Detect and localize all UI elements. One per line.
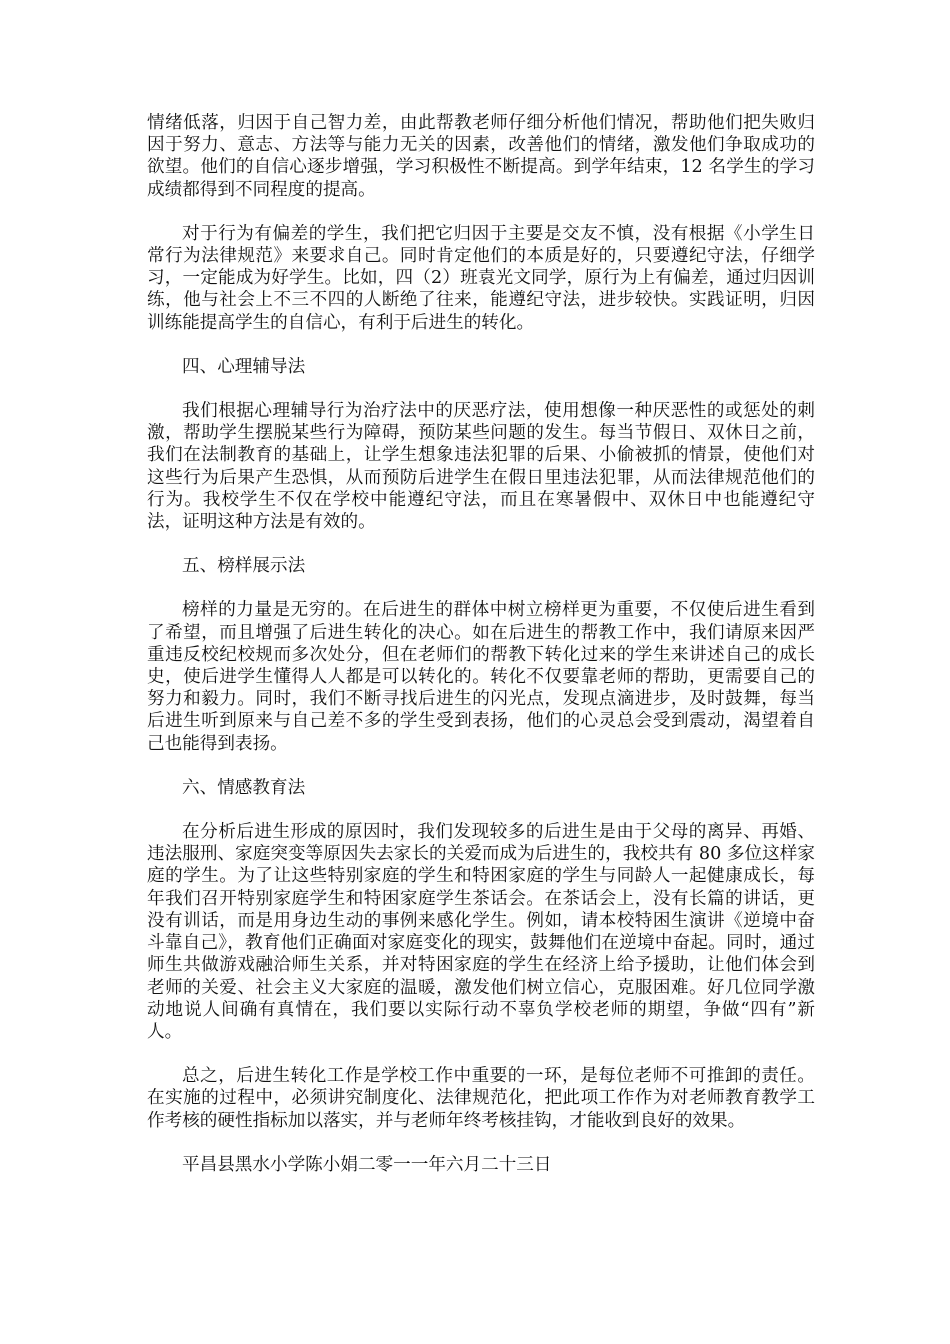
section-heading-6: 六、情感教育法 (182, 777, 306, 798)
paragraph-conclusion: 总之，后进生转化工作是学校工作中重要的一环，是每位老师不可推卸的责任。在实施的过程中，必须讲究制度化、法律规范化，把此项工作作为对老师教育教学工作考核的硬性指标加以落实，并与老师年终考核挂钩，才能收到良好的效果。 (147, 1066, 815, 1131)
document-page (147, 112, 815, 1176)
signature-line: 平昌县黑水小学陈小娟二零一一年六月二十三日 (182, 1154, 552, 1175)
paragraph-role-model: 榜样的力量是无穷的。在后进生的群体中树立榜样更为重要，不仅使后进生看到了希望，而且增强了后进生转化的决心。如在后进生的帮教工作中，我们请原来因严重违反校纪校规而多次处分，但在老师们的帮教下转化过来的学生来讲述自己的成长史，使后进学生懂得人人都是可以转化的。转化不仅要靠老师的帮助，更需要自己的努力和毅力。同时，我们不断寻找后进生的闪光点，发现点滴进步，及时鼓舞，每当后进生听到原来与自己差不多的学生受到表扬，他们的心灵总会受到震动，渴望着自己也能得到表扬。 (147, 600, 815, 754)
paragraph-emotional-education: 在分析后进生形成的原因时，我们发现较多的后进生是由于父母的离异、再婚、违法服刑、家庭突变等原因失去家长的关爱而成为后进生的，我校共有 80 多位这样家庭的学生。为了让这些特别家庭的学生和特困家庭的学生与同龄人一起健康成长，每年我们召开特别家庭学生和特困家庭学生茶话会。在茶话会上，没有长篇的讲话，更没有训话，而是用身边生动的事例来感化学生。例如，请本校特困生演讲《逆境中奋斗靠自己》，教育他们正确面对家庭变化的现实，鼓舞他们在逆境中奋起。同时，通过师生共做游戏融洽师生关系，并对特困家庭的学生在经济上给予援助，让他们体会到老师的关爱、社会主义大家庭的温暖，激发他们树立信心，克服困难。好几位同学激动地说人间确有真情在，我们要以实际行动不辜负学校老师的期望，争做“四有”新人。 (147, 822, 815, 1042)
paragraph-continued: 情绪低落，归因于自己智力差，由此帮教老师仔细分析他们情况，帮助他们把失败归因于努力、意志、方法等与能力无关的因素，改善他们的情绪，激发他们争取成功的欲望。他们的自信心逐步增强，学习积极性不断提高。到学年结束，12 名学生的学习成绩都得到不同程度的提高。 (147, 113, 815, 200)
paragraph-behavior: 对于行为有偏差的学生，我们把它归因于主要是交友不慎，没有根据《小学生日常行为法律规范》来要求自己。同时肯定他们的本质是好的，只要遵纪守法，仔细学习，一定能成为好学生。比如，四（2）班袁光文同学，原行为上有偏差，通过归因训练，他与社会上不三不四的人断绝了往来，能遵纪守法，进步较快。实践证明，归因训练能提高学生的自信心，有利于后进生的转化。 (147, 223, 815, 333)
section-heading-5: 五、榜样展示法 (182, 556, 306, 577)
section-heading-4: 四、心理辅导法 (182, 356, 306, 377)
paragraph-psych-counseling: 我们根据心理辅导行为治疗法中的厌恶疗法，使用想像一种厌恶性的或惩处的刺激，帮助学生摆脱某些行为障碍，预防某些问题的发生。每当节假日、双休日之前，我们在法制教育的基础上，让学生想象违法犯罪的后果、小偷被抓的情景，使他们对这些行为后果产生恐惧，从而预防后进学生在假日里违法犯罪，从而法律规范他们的行为。我校学生不仅在学校中能遵纪守法，而且在寒暑假中、双休日中也能遵纪守法，证明这种方法是有效的。 (147, 401, 815, 533)
